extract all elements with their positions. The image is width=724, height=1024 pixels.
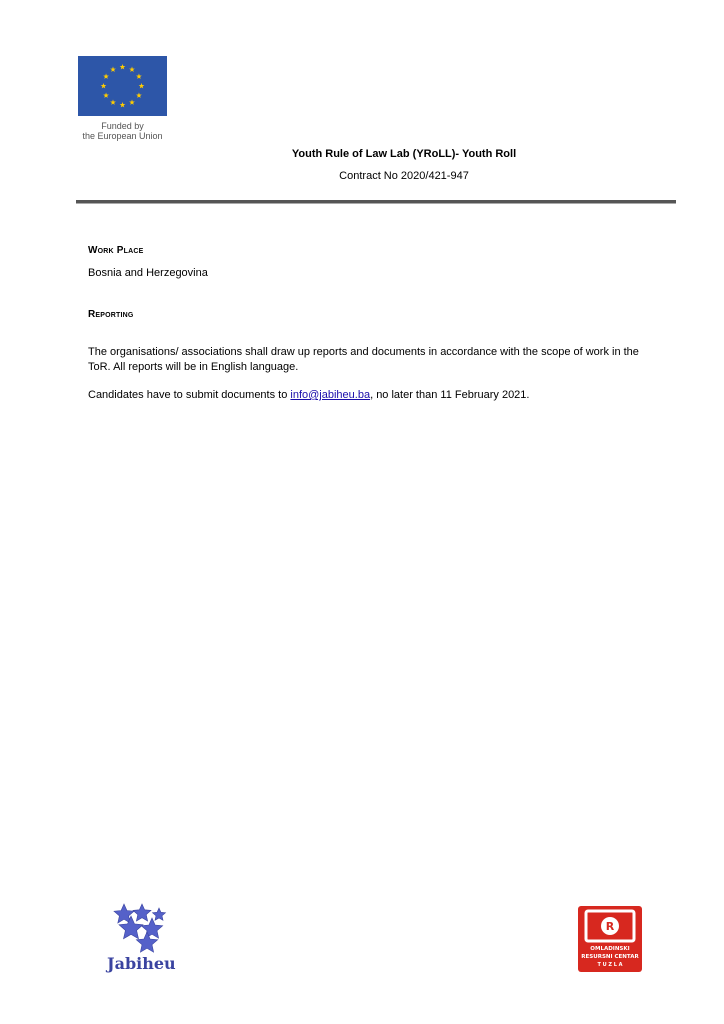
orc-line2: RESURSNI CENTAR [581,954,639,960]
submission-text [88,388,648,403]
svg-text:R: R [605,920,615,933]
star-icon [153,908,166,920]
submission-prefix: Candidates have to submit documents to [88,389,291,401]
email-link[interactable]: info@jabiheu.ba [290,389,371,401]
orc-line3: T U Z L A [597,962,623,968]
jabiheu-logo [104,902,190,974]
reporting-heading: Reporting [88,309,134,320]
eu-caption-line1: Funded by [101,121,144,131]
header-divider [76,200,676,204]
eu-flag-logo [78,56,167,116]
star-icon [141,918,162,938]
reporting-text: The organisations/ associations shall draw up reports and documents in accordance with the scope of work in the ToR. All reports will be in English language. [88,346,639,373]
work-place-heading: Work Place [88,245,144,256]
eu-funding-caption [72,121,173,141]
orc-line1: OMLADINSKI [590,946,630,952]
submission-suffix: , no later than 11 February 2021. [370,389,530,401]
eu-caption-line2: the European Union [82,131,163,141]
contract-number: Contract No 2020/421-947 [339,170,469,182]
jabiheu-wordmark: Jabiheu [107,954,176,973]
work-place-text: Bosnia and Herzegovina [88,267,208,279]
document-title: Youth Rule of Law Lab (YRoLL)- Youth Roll [291,148,517,160]
orc-tuzla-logo [578,906,642,972]
star-icon [133,904,151,921]
